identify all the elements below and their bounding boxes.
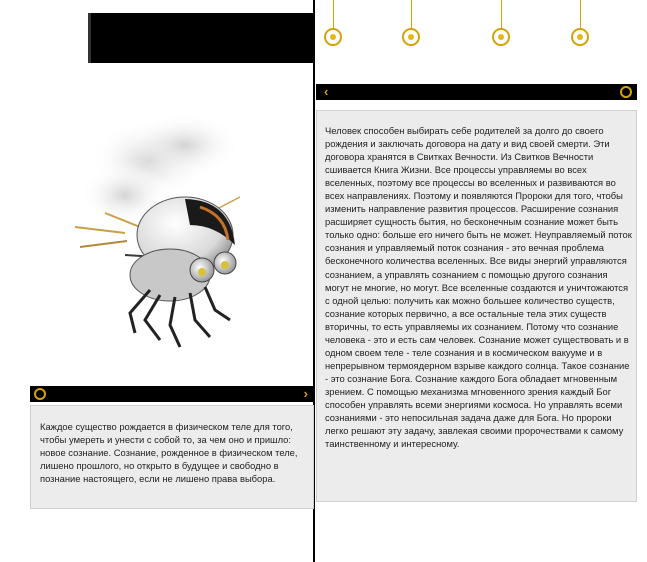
ring-icon [34,388,46,400]
right-text-panel [316,110,637,502]
chevron-left-icon: ‹ [324,84,329,99]
lamp-string [501,0,502,30]
chevron-right-icon: › [303,386,308,401]
top-banner [88,13,314,63]
robot-insect-illustration [65,115,305,360]
ring-icon [620,86,632,98]
left-text-panel [30,405,314,509]
lamp-string [333,0,334,30]
lamp-icon [402,28,420,46]
left-header-bar [30,386,314,402]
lamp-string [580,0,581,30]
lamp-icon [324,28,342,46]
right-header-bar [316,84,637,100]
left-panel-text: Каждое существо рождается в физическом теле для того, чтобы умереть и унести с собой то, за чем оно и пришло: новое сознание. Сознание, рожденное в физическом теле, лишено прошлого, но открыто в будущее и свободно в познание настоящего, если не лишено права выбора. [40,421,298,485]
lamp-string [411,0,412,30]
lamp-icon [571,28,589,46]
right-panel-text: Человек способен выбирать себе родителей за долго до своего рождения и заключать договора на дату и вид своей смерти. Эти договора хранятся в Свитках Вечности. Из Свитков Вечности сшивается Книга Жизни. Все процессы управляемы во всех вселенных, поэтому все процессы во вселенных и развиваются во всех направлениях. Поэтому и появляются Пророки для того, чтобы изменить направление развития процессов. Расширение сознания расширяет сущность бытия, но бесконечным сознание может быть только одно: больше его ничего быть не может. Неуправляемый поток сознания и управляемый поток сознания - это вечная проблема бесконечного количества вселенных. Все виды энергий управляются сознанием, а управлять сознанием с помощью другого сознания могут не многие, но могут. Все вселенные создаются и уничтожаются с одной целью: получить как можно большее количество существ, сознание которых первично, а все остальные тела этих существ вторичны, то есть управляемы их сознанием. Потому что сознание человека - это и есть сам человек. Сознание может существовать и в одном своем теле - теле сознания и в космическом вакууме и в непрерывном термоядерном взрыве каждого солнца. Такое сознание - это сознание Бога. Сознание каждого Бога обладает мгновенным зрением. С помощью механизма мгновенного зрения каждый Бог способен управлять всеми энергиями космоса. Но управлять всеми сознаниями - это непосильная задача даже для Бога. Но пророки легко решают эту задачу, завлекая своими пророчествами к самому таинственному и интересному. [325,125,632,450]
lamp-icon [492,28,510,46]
